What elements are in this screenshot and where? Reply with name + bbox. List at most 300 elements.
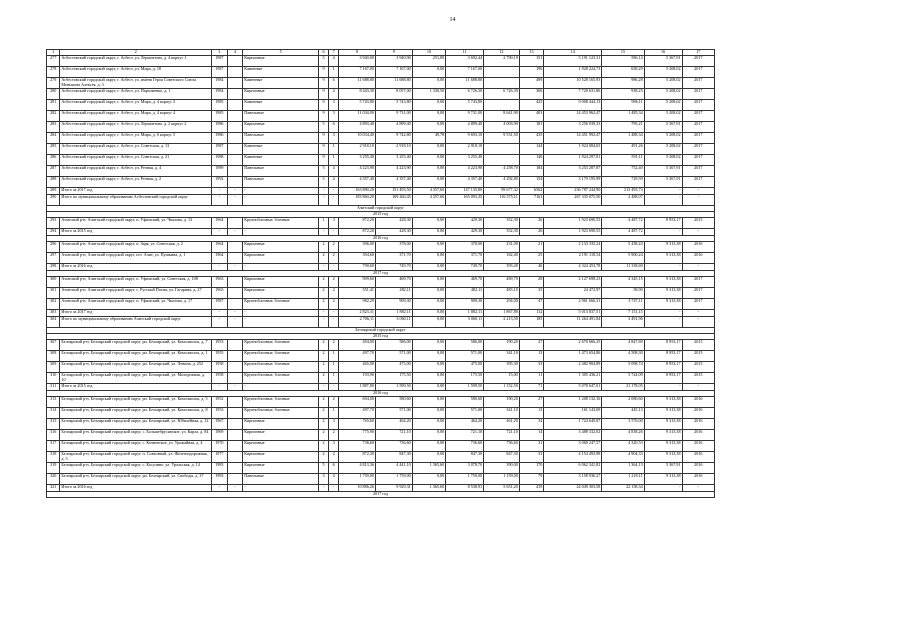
table-cell: [227, 408, 243, 419]
table-cell: 4 003,90: [484, 122, 520, 133]
table-cell: 0,00: [412, 144, 445, 155]
table-cell: 1 924 297,81: [544, 155, 602, 166]
table-cell: 8 538,91: [446, 485, 484, 492]
table-cell: 5 367,91: [644, 56, 682, 67]
table-cell: 5: [319, 166, 329, 177]
table-cell: [227, 397, 243, 408]
table-cell: Асбестовский городской округ, г. Асбест, ул. Советская, д. 13: [60, 144, 212, 155]
table-cell: 1970: [212, 441, 228, 452]
table-cell: 9 313,38: [644, 441, 682, 452]
section-heading: Ачитский городской округ: [47, 206, 715, 212]
table-cell: 2015: [682, 218, 714, 229]
table-cell: 0,00: [412, 122, 445, 133]
table-cell: 2: [329, 397, 339, 408]
table-cell: 10 034,40: [339, 133, 376, 144]
table-cell: 5 367,91: [644, 122, 682, 133]
table-cell: -: [319, 310, 329, 317]
table-row: [47, 218, 715, 229]
housing-register-table: [46, 49, 715, 498]
table-cell: 721,10: [446, 430, 484, 441]
table-cell: Крупноблочные, блочные: [243, 373, 319, 384]
table-cell: 9: [319, 133, 329, 144]
table-cell: 872,20: [339, 229, 376, 236]
table-cell: 2016: [682, 452, 714, 463]
table-cell: 4 320,53: [602, 441, 644, 452]
table-cell: 9 742,80: [375, 133, 412, 144]
table-cell: 190,20: [484, 397, 520, 408]
table-cell: 3 179 195,99: [544, 177, 602, 188]
table-cell: 341,10: [484, 351, 520, 362]
column-number-cell: 11: [446, 50, 484, 56]
table-cell: 9 313,38: [644, 253, 682, 264]
table-cell: 2 790,19: [484, 56, 520, 67]
table-cell: [227, 67, 243, 78]
page-number: 14: [449, 17, 456, 23]
housing-register-table-wrapper: [46, 49, 715, 498]
table-cell: 2017: [682, 78, 714, 89]
table-cell: 2017: [682, 155, 714, 166]
table-cell: Крупноблочные, блочные: [243, 397, 319, 408]
table-cell: 4 899,40: [446, 122, 484, 133]
subtotal-row: [47, 229, 715, 236]
table-cell: 482,11: [446, 288, 484, 299]
table-cell: 154: [519, 177, 544, 188]
table-cell: Итого за 2017 год: [60, 310, 212, 317]
table-cell: -: [329, 229, 339, 236]
table-cell: 847,30: [446, 452, 484, 463]
table-cell: 5 651,20: [484, 485, 520, 492]
table-cell: 1963: [212, 277, 228, 288]
table-cell: 1985: [212, 100, 228, 111]
table-cell: 0,00: [412, 253, 445, 264]
table-cell: 0,00: [412, 218, 445, 229]
table-cell: 2 482 904,89: [544, 362, 602, 373]
table-cell: 2 670 666,25: [544, 340, 602, 351]
table-cell: 13: [519, 351, 544, 362]
table-cell: 9 731,00: [375, 111, 412, 122]
table-cell: -: [644, 485, 682, 492]
table-cell: -: [212, 317, 228, 328]
table-cell: 0,00: [412, 474, 445, 485]
table-cell: 3 060,11: [446, 317, 484, 328]
table-cell: 729,59: [602, 177, 644, 188]
table-row: [47, 452, 715, 463]
table-cell: 8 641,90: [484, 111, 520, 122]
table-cell: -: [644, 188, 682, 195]
table-cell: 31: [519, 441, 544, 452]
table-cell: 1987: [212, 299, 228, 310]
table-cell: 9: [319, 111, 329, 122]
table-cell: 571,00: [446, 408, 484, 419]
table-cell: 190,20: [484, 340, 520, 351]
table-cell: 1 159,00: [484, 474, 520, 485]
table-row: [47, 351, 715, 362]
table-cell: 8 953,17: [644, 218, 682, 229]
table-cell: 2017: [682, 277, 714, 288]
table-cell: Итого за 2015 год: [60, 229, 212, 236]
table-cell: 4 904,33: [602, 452, 644, 463]
table-cell: 2: [319, 253, 329, 264]
table-cell: 429,30: [446, 229, 484, 236]
table-cell: 475,00: [375, 362, 412, 373]
table-cell: 184: [519, 166, 544, 177]
column-number-cell: 16: [644, 50, 682, 56]
table-cell: 3: [329, 100, 339, 111]
table-cell: 1 599,50: [375, 384, 412, 391]
table-row: [47, 474, 715, 485]
table-cell: 765,60: [339, 419, 376, 430]
table-cell: 1 759,00: [339, 474, 376, 485]
table-cell: 3 940,90: [375, 56, 412, 67]
table-cell: -: [329, 485, 339, 492]
table-cell: 5 743,80: [339, 100, 376, 111]
table-cell: 1: [329, 373, 339, 384]
table-cell: Кирпичные: [243, 56, 319, 67]
table-cell: 396,00: [339, 242, 376, 253]
table-row: [47, 441, 715, 452]
table-cell: 749,70: [375, 264, 412, 271]
table-cell: 395,30: [484, 362, 520, 373]
table-cell: 2015: [682, 362, 714, 373]
table-cell: 736,60: [339, 441, 376, 452]
table-cell: 482,11: [375, 288, 412, 299]
table-cell: 0,00: [412, 299, 445, 310]
table-cell: 11 264 491,84: [544, 317, 602, 328]
table-cell: 4 357,40: [375, 177, 412, 188]
table-cell: 1 485,34: [602, 111, 644, 122]
table-cell: [227, 362, 243, 373]
table-cell: 9: [319, 155, 329, 166]
table-row: [47, 340, 715, 351]
table-cell: 0,00: [412, 397, 445, 408]
table-cell: 1 882,11: [446, 310, 484, 317]
table-row: [47, 288, 715, 299]
table-cell: 1958: [212, 373, 228, 384]
table-cell: 1986: [212, 122, 228, 133]
table-cell: 2017: [682, 122, 714, 133]
table-cell: Белоярский р-н, Белоярский городской округ, рп. Белоярский, ул. Комсомолок, д. 1: [60, 351, 212, 362]
table-cell: 1: [329, 408, 339, 419]
table-cell: 5 078 647,01: [544, 384, 602, 391]
table-cell: [227, 218, 243, 229]
table-cell: 4 357,40: [446, 177, 484, 188]
table-cell: Кирпичные: [243, 288, 319, 299]
table-cell: 293: [47, 218, 60, 229]
section-heading: 2015 год: [47, 212, 715, 218]
table-cell: 403: [519, 111, 544, 122]
table-cell: 6: [329, 122, 339, 133]
table-cell: Ачитский р-н, Ачитский городской округ, п. Уфимский, ул. Чкалова, д. 13: [60, 218, 212, 229]
table-cell: 3 255,40: [339, 155, 376, 166]
table-cell: 196: [519, 67, 544, 78]
table-cell: 79: [519, 474, 544, 485]
table-cell: 2016: [682, 430, 714, 441]
table-cell: 464,20: [446, 419, 484, 430]
table-cell: -: [319, 317, 329, 328]
table-cell: 0,00: [412, 441, 445, 452]
table-cell: Белоярский р-н, Белоярский городской округ, рп. Белоярский, ул. Комсомолок, д. 7: [60, 340, 212, 351]
table-cell: -: [682, 384, 714, 391]
table-cell: 2: [319, 277, 329, 288]
table-cell: 46: [519, 264, 544, 271]
table-cell: 306: [519, 89, 544, 100]
table-cell: -: [329, 310, 339, 317]
table-cell: 279: [47, 78, 60, 89]
table-cell: 0,00: [412, 430, 445, 441]
table-cell: 475,00: [446, 362, 484, 373]
table-cell: 2 080,60: [602, 397, 644, 408]
table-cell: 378,00: [446, 242, 484, 253]
table-cell: 2017: [682, 166, 714, 177]
table-cell: 2: [319, 362, 329, 373]
table-cell: 2016: [682, 419, 714, 430]
table-cell: Ачитский р-н, Ачитский городской округ, п. Заря, ул. Советская, д. 2: [60, 242, 212, 253]
table-cell: 161 143,09: [544, 408, 602, 419]
table-cell: 2: [329, 242, 339, 253]
table-cell: -: [644, 384, 682, 391]
table-cell: 9: [319, 78, 329, 89]
subtotal-row: [47, 384, 715, 391]
table-cell: 2015: [682, 351, 714, 362]
table-cell: 2: [329, 277, 339, 288]
table-cell: 0,00: [412, 78, 445, 89]
table-cell: 2 918,10: [446, 144, 484, 155]
table-cell: Асбестовский городской округ, г. Асбест, ул. Лермонтова, д. 2 корпус 2: [60, 122, 212, 133]
table-cell: 1987: [212, 67, 228, 78]
table-cell: Итого за 2016 год: [60, 485, 212, 492]
table-cell: 2016: [682, 463, 714, 474]
table-cell: 2015: [682, 373, 714, 384]
table-cell: 491,26: [602, 144, 644, 155]
table-cell: -: [212, 485, 228, 492]
table-cell: 294,00: [484, 299, 520, 310]
table-cell: 213 493,73: [602, 188, 644, 195]
table-cell: [227, 144, 243, 155]
table-cell: 313: [47, 397, 60, 408]
table-cell: 302: [47, 299, 60, 310]
table-cell: 2 823,31: [339, 310, 376, 317]
table-cell: 1: [329, 155, 339, 166]
table-cell: 775,90: [339, 430, 376, 441]
table-cell: [227, 177, 243, 188]
table-cell: Ачитский р-н, Ачитский городской округ, пгт. Ачит, ул. Пушкина, д. 1: [60, 253, 212, 264]
table-cell: 26: [519, 218, 544, 229]
table-cell: 2: [329, 288, 339, 299]
subtotal-row: [47, 310, 715, 317]
table-cell: 4 441,10: [375, 463, 412, 474]
table-cell: 749,70: [446, 264, 484, 271]
table-cell: 288: [47, 177, 60, 188]
table-row: [47, 373, 715, 384]
table-cell: 497,70: [339, 351, 376, 362]
table-cell: 7 720 631,86: [544, 89, 602, 100]
table-cell: 4 357,60: [412, 188, 445, 195]
table-cell: 371,70: [446, 253, 484, 264]
table-cell: 352,30: [484, 229, 520, 236]
table-cell: 3: [329, 218, 339, 229]
table-cell: 0,00: [412, 155, 445, 166]
table-cell: 580,60: [375, 397, 412, 408]
table-cell: -: [243, 310, 319, 317]
table-cell: -: [227, 384, 243, 391]
table-cell: -: [243, 317, 319, 328]
table-cell: 3 253 287,87: [544, 166, 602, 177]
table-cell: 499: [519, 78, 544, 89]
table-cell: 5 098,74: [602, 362, 644, 373]
table-cell: Белоярский р-н, Белоярский городской округ, рп. Белоярский, ул. Комсомолок, д. 8: [60, 408, 212, 419]
table-cell: 736,60: [375, 441, 412, 452]
table-cell: [227, 419, 243, 430]
table-cell: 185: [519, 317, 544, 328]
table-cell: 15,00: [484, 373, 520, 384]
table-cell: 282: [47, 111, 60, 122]
table-cell: 469,70: [446, 277, 484, 288]
table-cell: 982,29: [339, 299, 376, 310]
table-cell: 1953: [212, 340, 228, 351]
table-cell: 1 330,50: [412, 89, 445, 100]
table-cell: 9 313,38: [644, 452, 682, 463]
table-cell: 1 867,80: [484, 310, 520, 317]
table-cell: 297: [47, 253, 60, 264]
table-cell: 1963: [212, 288, 228, 299]
table-cell: 2 918,10: [339, 144, 376, 155]
table-cell: Крупноблочные, блочные: [243, 362, 319, 373]
table-cell: 2: [319, 397, 329, 408]
table-cell: 11 338,69: [602, 264, 644, 271]
table-cell: 580,60: [446, 397, 484, 408]
table-cell: 9 008 444,13: [544, 100, 602, 111]
table-cell: 736,60: [484, 441, 520, 452]
table-cell: 4 847,69: [602, 340, 644, 351]
table-cell: 4 813,36: [339, 463, 376, 474]
table-cell: 3 256 039,33: [544, 122, 602, 133]
table-cell: 0,00: [412, 373, 445, 384]
table-cell: 0,00: [412, 340, 445, 351]
column-number-cell: 3: [212, 50, 228, 56]
table-cell: 10 528 165,93: [544, 78, 602, 89]
table-cell: Белоярский р-н, Белоярский городской округ, рп. Белоярский, ул. Молодежная, д. 10: [60, 373, 212, 384]
table-cell: Каменные: [243, 144, 319, 155]
table-cell: 1 473 654,86: [544, 351, 602, 362]
table-cell: 58,90: [602, 288, 644, 299]
table-cell: 586,00: [446, 340, 484, 351]
table-cell: 5: [319, 56, 329, 67]
table-cell: [227, 474, 243, 485]
table-cell: 2017: [682, 56, 714, 67]
table-cell: Асбестовский городской округ, г. Асбест, ул. Пархоменко, д. 1: [60, 89, 212, 100]
table-cell: 2: [319, 299, 329, 310]
table-cell: 301: [47, 288, 60, 299]
table-cell: 28: [519, 277, 544, 288]
table-row: [47, 195, 715, 206]
table-cell: 5 208,02: [644, 89, 682, 100]
table-row: [47, 317, 715, 328]
table-cell: -: [319, 264, 329, 271]
table-cell: 1: [329, 144, 339, 155]
table-cell: 231,00: [484, 242, 520, 253]
table-cell: 428,30: [375, 218, 412, 229]
table-cell: 2: [329, 253, 339, 264]
table-cell: 3: [329, 441, 339, 452]
table-cell: 144: [519, 144, 544, 155]
table-cell: 2 191 118,54: [544, 253, 602, 264]
table-cell: 7161: [519, 195, 544, 206]
table-cell: -: [227, 195, 243, 206]
table-cell: 3 488 332,02: [544, 430, 602, 441]
table-body: [47, 50, 715, 498]
table-cell: 1 208 132,16: [544, 397, 602, 408]
table-cell: -: [329, 195, 339, 206]
table-cell: 175,50: [375, 373, 412, 384]
table-cell: 2016: [682, 474, 714, 485]
table-cell: 8 953,17: [644, 362, 682, 373]
table-cell: 909,30: [446, 299, 484, 310]
column-number-cell: 6: [319, 50, 329, 56]
table-cell: -: [243, 485, 319, 492]
table-cell: [227, 340, 243, 351]
table-cell: 1958: [212, 362, 228, 373]
table-row: [47, 397, 715, 408]
table-cell: 352,30: [484, 218, 520, 229]
table-cell: Асбестовский городской округ, г. Асбест, ул. Мира, д. 4 корпус 4: [60, 111, 212, 122]
table-cell: 5: [319, 463, 329, 474]
table-cell: 7 167,00: [339, 67, 376, 78]
table-cell: 4 838,26: [602, 430, 644, 441]
table-row: [47, 362, 715, 373]
table-cell: [227, 100, 243, 111]
table-cell: 909,30: [375, 299, 412, 310]
table-cell: 3: [329, 133, 339, 144]
table-cell: [227, 155, 243, 166]
table-cell: 11: [519, 373, 544, 384]
table-cell: 5 900,24: [602, 253, 644, 264]
table-cell: 6 726,50: [446, 89, 484, 100]
table-cell: [227, 253, 243, 264]
table-cell: Крупноблочные, блочные: [243, 408, 319, 419]
table-cell: 847,30: [484, 452, 520, 463]
table-cell: Итого за 2015 год: [60, 384, 212, 391]
section-heading: 2017 год: [47, 271, 715, 277]
table-cell: 8 953,17: [644, 351, 682, 362]
table-cell: 1953: [212, 408, 228, 419]
table-cell: -: [319, 229, 329, 236]
table-cell: 1 759,00: [446, 474, 484, 485]
table-cell: 6562: [519, 188, 544, 195]
table-cell: 21: [519, 242, 544, 253]
table-cell: [227, 430, 243, 441]
table-cell: 146: [519, 155, 544, 166]
column-number-cell: 9: [375, 50, 412, 56]
table-cell: 0,00: [412, 419, 445, 430]
table-cell: 3: [329, 111, 339, 122]
table-cell: 0,00: [412, 317, 445, 328]
table-cell: 1 887,80: [339, 384, 376, 391]
table-cell: 1985: [212, 111, 228, 122]
table-cell: 2: [319, 441, 329, 452]
table-cell: 1984: [212, 89, 228, 100]
table-cell: 147 135,80: [446, 188, 484, 195]
table-cell: 4 508,30: [602, 351, 644, 362]
table-cell: 33: [519, 362, 544, 373]
table-cell: 27: [519, 340, 544, 351]
table-cell: 296: [47, 242, 60, 253]
table-cell: 5 208,02: [644, 155, 682, 166]
table-cell: Белоярский р-н, Белоярский городской округ, с. Большебрусянское, ул. Карла, д. 84: [60, 430, 212, 441]
table-row: [47, 67, 715, 78]
table-row: [47, 277, 715, 288]
table-cell: [227, 122, 243, 133]
table-cell: Каменные: [243, 67, 319, 78]
